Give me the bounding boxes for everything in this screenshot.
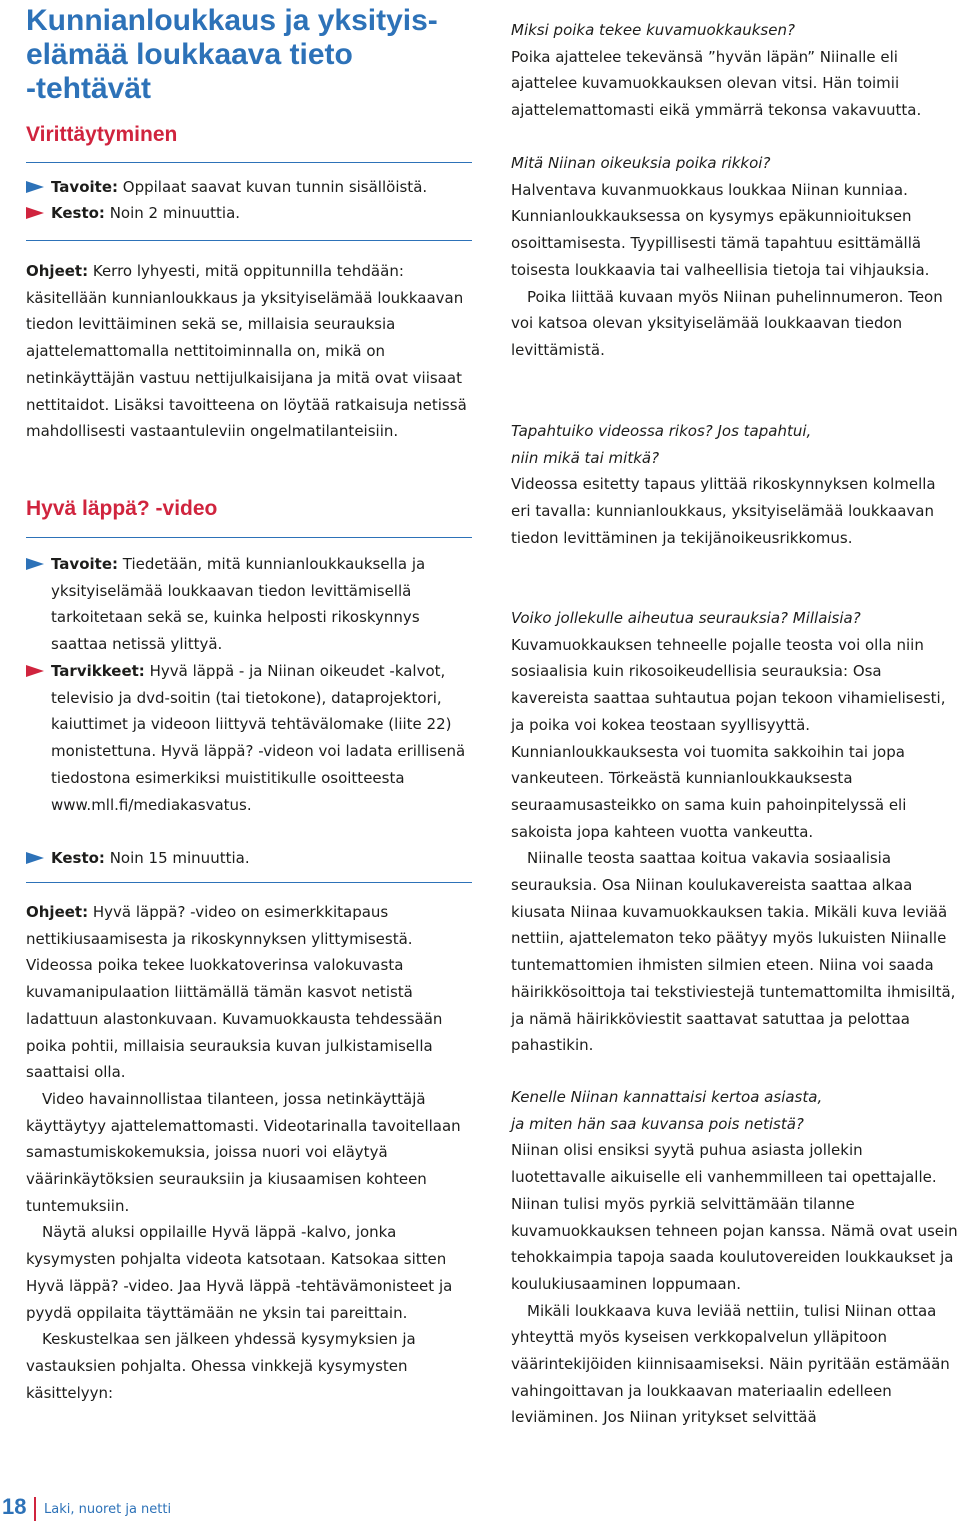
paragraph: Keskustelkaa sen jälkeen yhdessä kysymyksien ja vastauksien pohjalta. Ohessa vinkkejä kysymysten käsittelyyn: <box>26 1330 416 1402</box>
question: ja miten hän saa kuvansa pois netistä? <box>511 1114 804 1133</box>
divider <box>26 162 472 163</box>
section-heading-virittaytyminen: Virittäytyminen <box>26 123 178 146</box>
duration-label: Kesto: <box>51 204 105 222</box>
supplies-bullet <box>26 658 474 818</box>
triangle-bullet-icon <box>26 558 44 570</box>
answer: Videossa esitetty tapaus ylittää rikoskynnyksen kolmella eri tavalla: kunnianloukkaus, yksityiselämää loukkaavan tiedon levittäminen ja tekijänoikeusrikkomus. <box>511 475 936 547</box>
goal-text: Tiedetään, mitä kunnianloukkauksella ja yksityiselämää loukkaavan tiedon levittämisellä tarkoitetaan sekä se, kuinka helposti rikoskynnys saattaa netissä ylittyä. <box>51 555 426 654</box>
divider <box>26 240 472 241</box>
page-title-line: elämää loukkaava tieto <box>26 38 353 71</box>
answer: Mikäli loukkaava kuva leviää nettiin, tulisi Niinan ottaa yhteyttä myös kyseisen verkkopalvelun ylläpitoon väärintekijöiden kiinnisaamiseksi. Näin pyritään estämään vahingoittavan ja loukkaavan materiaalin edelleen leviäminen. Jos Niinan yritykset selvittää <box>511 1301 950 1427</box>
footer-divider <box>34 1497 36 1521</box>
goal-text: Oppilaat saavat kuvan tunnin sisällöistä. <box>118 178 428 196</box>
answer: Poika ajattelee tekevänsä ”hyvän läpän” Niinalle eli ajattelee kuvamuokkauksen olevan vitsi. Hän toimii ajattelemattomasti eikä ymmärrä tekonsa vakavuutta. <box>511 47 922 120</box>
question: Kenelle Niinan kannattaisi kertoa asiasta, <box>511 1088 823 1106</box>
instructions-paragraph <box>26 258 474 445</box>
page-title-line: Kunnianloukkaus ja yksityis- <box>26 4 438 37</box>
goal-bullet <box>26 174 474 201</box>
triangle-bullet-icon <box>26 207 44 219</box>
qa-block-2 <box>511 150 959 364</box>
goal-label: Tavoite: <box>51 178 118 196</box>
qa-block-4 <box>511 605 959 1059</box>
duration-text: Noin 2 minuuttia. <box>104 204 241 222</box>
instructions-paragraph <box>26 899 474 1086</box>
duration-text: Noin 15 minuuttia. <box>104 849 250 867</box>
supplies-label: Tarvikkeet: <box>51 662 145 680</box>
goal-label: Tavoite: <box>51 555 118 573</box>
question: Mitä Niinan oikeuksia poika rikkoi? <box>511 154 771 172</box>
paragraph: Video havainnollistaa tilanteen, jossa netinkäyttäjä käyttäytyy ajattelemattomasti. Videotarinalla tavoitellaan samastumiskokemuksia, joissa nuori voi eläytyä väärinkäytöksien seurauksiin ja kiusaamisen kohteen tuntemuksiin. <box>26 1089 461 1215</box>
qa-block-1 <box>511 17 959 124</box>
page-title-line: -tehtävät <box>26 72 152 105</box>
triangle-bullet-icon <box>26 181 44 193</box>
triangle-bullet-icon <box>26 665 44 677</box>
instructions-text: Hyvä läppä? -video on esimerkkitapaus nettikiusaamisesta ja rikoskynnyksen ylittymisestä. Videossa poika tekee luokkatoverinsa valokuvasta kuvamanipulaation liittämällä tämän kasvot netistä ladattuun alastonkuvaan. Kuvamuokkausta tehdessään poika pohtii, millaisia seurauksia kuvan julkistamisella saattaisi olla. <box>26 903 443 1082</box>
duration-bullet <box>26 845 474 872</box>
divider <box>26 882 472 883</box>
question: Miksi poika tekee kuvamuokkauksen? <box>511 21 795 39</box>
goal-bullet <box>26 551 474 658</box>
section-heading-video: Hyvä läppä? -video <box>26 497 218 520</box>
instructions-label: Ohjeet: <box>26 903 89 921</box>
question: Tapahtuiko videossa rikos? Jos tapahtui, <box>511 422 812 440</box>
supplies-text: Hyvä läppä - ja Niinan oikeudet -kalvot, televisio ja dvd-soitin (tai tietokone), dataprojektori, kaiuttimet ja videoon liittyvä tehtävälomake (liite 22) monistettuna. Hyvä läppä? -videon voi ladata erillisenä tiedostona esimerkiksi muistitikulle osoitteesta www.mll.fi/mediakasvatus. <box>51 662 466 814</box>
qa-block-5 <box>511 1084 959 1431</box>
triangle-bullet-icon <box>26 852 44 864</box>
publication-name: Laki, nuoret ja netti <box>44 1502 172 1517</box>
page-title <box>26 4 476 106</box>
answer: Poika liittää kuvaan myös Niinan puhelinnumeron. Teon voi katsoa olevan yksityiselämää loukkaavan tiedon levittämistä. <box>511 287 943 359</box>
paragraph: Näytä aluksi oppilaille Hyvä läppä -kalvo, jonka kysymysten pohjalta videota katsotaan. Katsokaa sitten Hyvä läppä? -video. Jaa Hyvä läppä -tehtävämonisteet ja pyydä oppilaita täyttämään ne yksin tai pareittain. <box>26 1223 453 1322</box>
answer: Niinan olisi ensiksi syytä puhua asiasta jollekin luotettavalle aikuiselle eli vanhemmilleen tai opettajalle. Niinan tulisi myös pyrkiä selvittämään tilanne kuvamuokkauksen tehneen pojan kanssa. Nämä ovat usein tehokkaimpia tapoja saada koulutovereiden loukkaukset ja koulukiusaaminen loppumaan. <box>511 1141 958 1293</box>
page-number: 18 <box>2 1494 27 1519</box>
answer: Halventava kuvanmuokkaus loukkaa Niinan kunniaa. Kunnianloukkauksessa on kysymys epäkunnioituksen osoittamisesta. Tyypillisesti tämä tapahtuu esittämällä toisesta loukkaavia tai valheellisia tietoja tai vihjauksia. <box>511 180 930 279</box>
divider <box>26 537 472 538</box>
duration-bullet <box>26 200 474 227</box>
question: Voiko jollekulle aiheutua seurauksia? Millaisia? <box>511 609 861 627</box>
instructions-label: Ohjeet: <box>26 262 89 280</box>
video-instructions <box>26 899 474 1406</box>
question: niin mikä tai mitkä? <box>511 448 660 467</box>
qa-block-3 <box>511 418 959 552</box>
answer: Niinalle teosta saattaa koitua vakavia sosiaalisia seurauksia. Osa Niinan koulukavereista saattaa alkaa kiusata Niinaa kuvamuokkauksen takia. Mikäli kuva leviää nettiin, ajattelematon teko päätyy myös lukuisten Niinalle tuntemattomien ihmisten silmien eteen. Niina voi saada häirikkösoittoja tai tekstiviestejä tuntemattomilta ihmisiltä, ja nämä häirikköviestit saattavat satuttaa ja pelottaa pahastikin. <box>511 849 956 1055</box>
instructions-text: Kerro lyhyesti, mitä oppitunnilla tehdään: käsitellään kunnianloukkaus ja yksityiselämää loukkaavan tiedon levittäiminen sekä se, millaisia seurauksia ajattelemattomalla nettitoiminnalla on, mikä on netinkäyttäjän vastuu nettijulkaisijana ja mitä ovat viisaat nettitaidot. Lisäksi tavoitteena on löytää ratkaisuja netissä mahdollisesti vastaantuleviin ongelmatilanteisiin. <box>26 262 467 441</box>
answer: Kuvamuokkauksen tehneelle pojalle teosta voi olla niin sosiaalisia kuin rikosoikeudellisia seurauksia: Osa kavereista saattaa suhtautua pojan tekoon vihamielisesti, ja poika voi kokea teostaan syyllisyyttä. Kunnianloukkauksesta voi tuomita sakkoihin tai jopa vankeuteen. Törkeästä kunnianloukkauksesta seuraamusasteikko on sama kuin pahoinpitelyssä eli sakoista jopa kahteen vuotta vankeutta. <box>511 635 946 841</box>
duration-label: Kesto: <box>51 849 105 867</box>
